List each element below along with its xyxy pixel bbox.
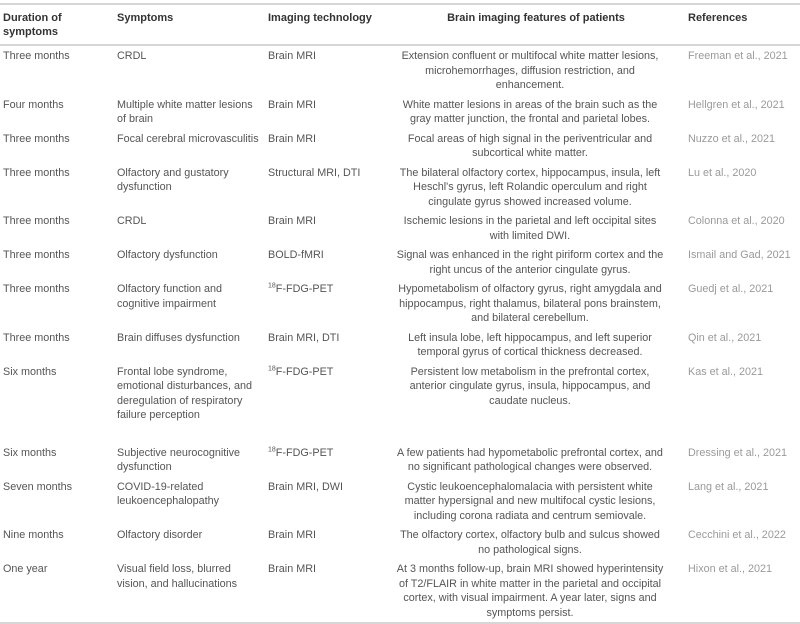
symptoms-cell: CRDL bbox=[117, 50, 147, 62]
header-references: References bbox=[685, 4, 800, 45]
features-cell: Extension confluent or multifocal white matter lesions, microhemorrhages, diffusion restriction, and enhancement. bbox=[401, 50, 659, 91]
features-cell: A few patients had hypometabolic prefrontal cortex, and no significant pathological changes were observed. bbox=[397, 446, 663, 473]
imaging-text: Brain MRI bbox=[268, 529, 316, 541]
symptoms-cell: Olfactory and gustatory dysfunction bbox=[117, 166, 229, 193]
reference-link[interactable]: Lang et al., 2021 bbox=[688, 480, 769, 493]
symptoms-cell: Olfactory dysfunction bbox=[117, 249, 218, 261]
header-imaging: Imaging technology bbox=[265, 4, 387, 45]
table-row bbox=[0, 163, 800, 212]
table-row bbox=[0, 477, 800, 526]
table-row bbox=[0, 129, 800, 163]
imaging-text: Structural MRI, DTI bbox=[268, 166, 361, 179]
imaging-cell bbox=[265, 163, 387, 212]
features-cell: Ischemic lesions in the parietal and left occipital sites with limited DWI. bbox=[403, 215, 657, 242]
duration-cell: Three months bbox=[3, 132, 70, 145]
features-cell: Left insula lobe, left hippocampus, and left superior temporal gyrus of cortical thickness decreased. bbox=[408, 331, 652, 358]
table-row bbox=[0, 525, 800, 559]
features-cell: Cystic leukoencephalomalacia with persistent white matter hypersignal and new multifocal cystic lesions, including corona radiata and centrum semiovale. bbox=[404, 480, 656, 522]
reference-link[interactable]: Guedj et al., 2021 bbox=[688, 283, 774, 295]
imaging-text: F-FDG-PET bbox=[275, 365, 334, 378]
duration-cell: Seven months bbox=[3, 480, 73, 493]
isotope-superscript: 18 bbox=[268, 364, 276, 372]
symptoms-cell: Olfactory function and cognitive impairment bbox=[117, 283, 223, 310]
symptoms-cell: Multiple white matter lesions of brain bbox=[117, 98, 253, 125]
duration-cell: Three months bbox=[3, 283, 70, 295]
duration-cell: Six months bbox=[3, 365, 57, 378]
reference-link[interactable]: Lu et al., 2020 bbox=[688, 166, 757, 179]
imaging-text: Brain MRI bbox=[268, 132, 316, 145]
features-cell: The olfactory cortex, olfactory bulb and sulcus showed no pathological signs. bbox=[400, 529, 660, 556]
imaging-text: F-FDG-PET bbox=[275, 283, 334, 295]
imaging-text: BOLD-fMRI bbox=[268, 249, 324, 261]
imaging-text: Brain MRI bbox=[268, 563, 316, 575]
features-cell: The bilateral olfactory cortex, hippocampus, insula, left Heschl's gyrus, left Rolandic operculum and right cingulate gyrus showed increased volume. bbox=[399, 166, 661, 208]
reference-link[interactable]: Hixon et al., 2021 bbox=[688, 563, 773, 575]
isotope-superscript: 18 bbox=[268, 282, 276, 290]
reference-link[interactable]: Kas et al., 2021 bbox=[688, 365, 764, 378]
reference-link[interactable]: Nuzzo et al., 2021 bbox=[688, 132, 776, 145]
symptoms-cell: Frontal lobe syndrome, emotional disturbances, and deregulation of respiratory failure perception bbox=[117, 365, 253, 421]
duration-cell: Four months bbox=[3, 98, 64, 111]
header-features: Brain imaging features of patients bbox=[387, 4, 685, 45]
imaging-text: Brain MRI, DWI bbox=[268, 480, 343, 493]
features-cell: Focal areas of high signal in the periventricular and subcortical white matter. bbox=[407, 132, 653, 159]
features-cell: Signal was enhanced in the right piriform cortex and the right uncus of the anterior cingulate gyrus. bbox=[396, 249, 664, 276]
imaging-cell bbox=[265, 477, 387, 526]
table-row bbox=[0, 559, 800, 623]
imaging-text: Brain MRI bbox=[268, 215, 316, 227]
imaging-cell bbox=[265, 443, 387, 477]
features-cell: Persistent low metabolism in the prefrontal cortex, anterior cingulate gyrus, insula, hippocampus, and caudate nucleus. bbox=[409, 365, 651, 407]
imaging-cell bbox=[265, 211, 387, 245]
symptoms-cell: Subjective neurocognitive dysfunction bbox=[117, 446, 241, 473]
symptoms-cell: Visual field loss, blurred vision, and hallucinations bbox=[117, 563, 238, 590]
table-row bbox=[0, 443, 800, 477]
table-row bbox=[0, 45, 800, 95]
reference-link[interactable]: Dressing et al., 2021 bbox=[688, 446, 788, 459]
duration-cell: Three months bbox=[3, 249, 70, 261]
reference-link[interactable]: Freeman et al., 2021 bbox=[688, 50, 788, 62]
table-row bbox=[0, 362, 800, 443]
duration-cell: Three months bbox=[3, 331, 70, 344]
duration-cell: Three months bbox=[3, 50, 70, 62]
imaging-text: F-FDG-PET bbox=[275, 446, 334, 459]
features-cell: At 3 months follow-up, brain MRI showed hyperintensity of T2/FLAIR in white matter in the parietal and occipital cortex, with visual impairment. A year later, signs and symptoms persist. bbox=[396, 563, 664, 619]
symptoms-cell: COVID-19-related leukoencephalopathy bbox=[117, 480, 220, 507]
table-row bbox=[0, 245, 800, 279]
duration-cell: Nine months bbox=[3, 529, 64, 541]
duration-cell: Three months bbox=[3, 166, 70, 179]
header-symptoms: Symptoms bbox=[114, 4, 265, 45]
imaging-cell bbox=[265, 129, 387, 163]
imaging-text: Brain MRI, DTI bbox=[268, 331, 340, 344]
symptoms-cell: Focal cerebral microvasculitis bbox=[117, 132, 259, 145]
duration-cell: Three months bbox=[3, 215, 70, 227]
symptoms-cell: Olfactory disorder bbox=[117, 529, 203, 541]
reference-link[interactable]: Qin et al., 2021 bbox=[688, 331, 762, 344]
table-row bbox=[0, 279, 800, 328]
table-row bbox=[0, 95, 800, 129]
reference-link[interactable]: Hellgren et al., 2021 bbox=[688, 98, 785, 111]
duration-cell: Six months bbox=[3, 446, 57, 459]
imaging-cell bbox=[265, 279, 387, 328]
reference-link[interactable]: Cecchini et al., 2022 bbox=[688, 529, 786, 541]
imaging-cell bbox=[265, 95, 387, 129]
imaging-table bbox=[0, 3, 800, 624]
imaging-cell bbox=[265, 559, 387, 623]
reference-link[interactable]: Ismail and Gad, 2021 bbox=[688, 249, 791, 261]
duration-cell: One year bbox=[3, 563, 48, 575]
header-duration: Duration of symptoms bbox=[0, 4, 114, 45]
imaging-cell bbox=[265, 525, 387, 559]
reference-link[interactable]: Colonna et al., 2020 bbox=[688, 215, 785, 227]
features-cell: Hypometabolism of olfactory gyrus, right amygdala and hippocampus, right thalamus, bilateral pons brainstem, and bilateral cerebellum. bbox=[398, 283, 662, 324]
table-row bbox=[0, 211, 800, 245]
features-cell: White matter lesions in areas of the brain such as the gray matter junction, the frontal and parietal lobes. bbox=[402, 98, 658, 125]
imaging-cell bbox=[265, 362, 387, 443]
symptoms-cell: CRDL bbox=[117, 215, 147, 227]
table-row bbox=[0, 328, 800, 362]
imaging-text: Brain MRI bbox=[268, 50, 316, 62]
imaging-cell bbox=[265, 45, 387, 95]
imaging-cell bbox=[265, 328, 387, 362]
symptoms-cell: Brain diffuses dysfunction bbox=[117, 331, 240, 344]
imaging-text: Brain MRI bbox=[268, 98, 316, 111]
imaging-cell bbox=[265, 245, 387, 279]
isotope-superscript: 18 bbox=[268, 445, 276, 453]
table-header-row bbox=[0, 4, 800, 45]
